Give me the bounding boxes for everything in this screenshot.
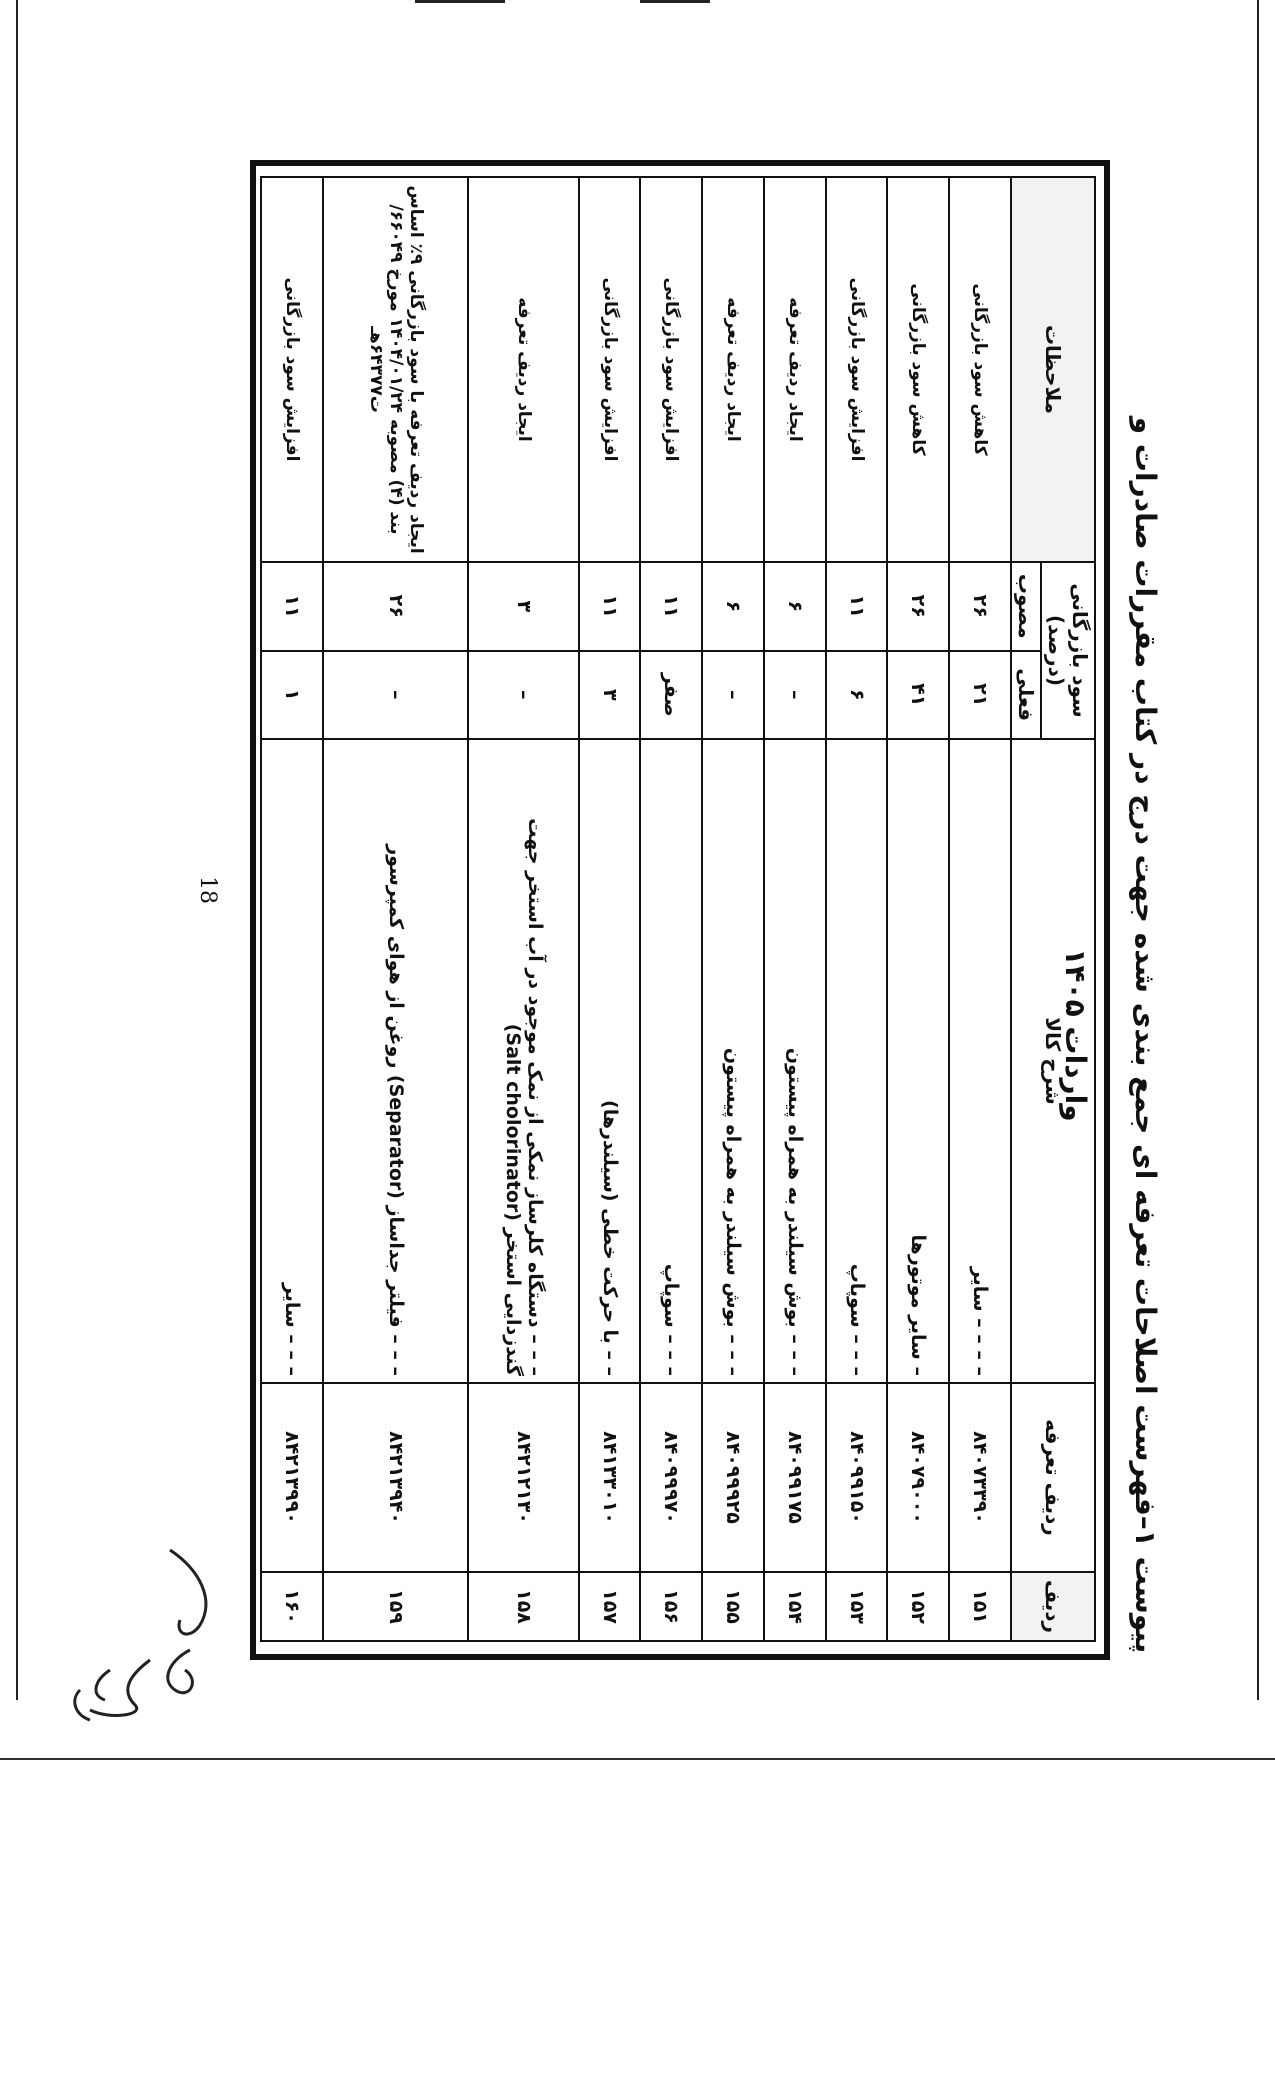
approved-rate: ۲۶ [949,562,1011,651]
item-description: – – – بوش سیلندر به همراه پیستون [702,739,764,1383]
row-number: ۱۵۱ [949,1572,1011,1641]
notes-cell: افزایش سود بازرگانی [826,177,888,562]
right-border-rule [1257,0,1259,1700]
approved-rate: ۳ [468,562,578,651]
notes-cell: افزایش سود بازرگانی [641,177,703,562]
table-row [826,177,888,1641]
current-rate: – [702,651,764,740]
item-description: – – – سوپاپ [641,739,703,1383]
current-rate: ۴۱ [888,651,950,740]
left-border-rule [16,0,18,1700]
tariff-code: ۸۴۰۷۹۰۰۰ [888,1383,950,1572]
header-approved: مصوب [1011,562,1041,651]
row-number: ۱۵۶ [641,1572,703,1641]
current-rate: ۱ [261,651,323,740]
scan-edge-mark [640,0,710,3]
row-number: ۱۵۸ [468,1572,578,1641]
header-notes: ملاحظات [1011,177,1095,562]
row-number: ۱۵۲ [888,1572,950,1641]
table-row [468,177,578,1641]
tariff-code: ۸۴۲۱۳۹۴۰ [323,1383,469,1572]
header-description: شرح کالا [1011,739,1095,1383]
table-header-row [1041,177,1095,1641]
table-row [702,177,764,1641]
row-number: ۱۶۰ [261,1572,323,1641]
tariff-code: ۸۴۰۹۹۹۷۰ [641,1383,703,1572]
row-number: ۱۵۹ [323,1572,469,1641]
notes-cell: ایجاد ردیف تعرفه [702,177,764,562]
current-rate: – [764,651,826,740]
item-description: – – با حرکت خطی (سیلندرها) [579,739,641,1383]
tariff-code: ۸۴۲۱۳۹۹۰ [261,1383,323,1572]
tariff-code: ۸۴۰۹۹۱۷۵ [764,1383,826,1572]
table-row [888,177,950,1641]
approved-rate: ۱۱ [826,562,888,651]
approved-rate: ۶ [764,562,826,651]
tariff-code: ۸۴۰۹۹۹۲۵ [702,1383,764,1572]
handwritten-signature-icon [50,1540,230,1730]
current-rate: صفر [641,651,703,740]
header-tariff: ردیف تعرفه [1011,1383,1095,1572]
approved-rate: ۱۱ [261,562,323,651]
item-description: – – – فیلتر جداساز (Separator) روغن از هوای کمپرسور [323,739,469,1383]
rotated-page [180,160,1180,1660]
table-row [579,177,641,1641]
table-row [764,177,826,1641]
current-rate: – [323,651,469,740]
approved-rate: ۶ [702,562,764,651]
item-description: – سایر موتورها [888,739,950,1383]
notes-cell: افزایش سود بازرگانی [579,177,641,562]
header-profit-group: سود بازرگانی (درصد) [1041,562,1095,739]
approved-rate: ۲۶ [323,562,469,651]
current-rate: ۳ [579,651,641,740]
row-number: ۱۵۵ [702,1572,764,1641]
table-row [261,177,323,1641]
page-number: 18 [195,876,220,904]
notes-cell: ایجاد ردیف تعرفه با سود بازرگانی ۹٪ اساس بند (۴) مصوبه ۱۴۰۴/۰۱/۲۴ مورخ ۶۶۰۴۹/ت۶۴۳۷۷هـ [323,177,469,562]
notes-cell: کاهش سود بازرگانی [888,177,950,562]
tariff-code: ۸۴۱۳۳۰۱۰ [579,1383,641,1572]
row-number: ۱۵۳ [826,1572,888,1641]
item-description: – – – سوپاپ [826,739,888,1383]
item-description: – – – – سایر [949,739,1011,1383]
current-rate: ۲۱ [949,651,1011,740]
tariff-table [260,176,1096,1642]
sheet-bottom-edge [0,1758,1275,1760]
notes-cell: ایجاد ردیف تعرفه [468,177,578,562]
table-row [949,177,1011,1641]
item-description: – – – دستگاه کلرساز نمکی از نمک موجود در آب استخر جهت گندزدایی استخر (Salt cholorinator) [468,739,578,1383]
table-row [323,177,469,1641]
tariff-code: ۸۴۲۱۲۱۳۰ [468,1383,578,1572]
notes-cell: ایجاد ردیف تعرفه [764,177,826,562]
current-rate: ۶ [826,651,888,740]
table-row [641,177,703,1641]
approved-rate: ۲۶ [888,562,950,651]
notes-cell: افزایش سود بازرگانی [261,177,323,562]
notes-cell: کاهش سود بازرگانی [949,177,1011,562]
current-rate: – [468,651,578,740]
header-current: فعلی [1011,651,1041,740]
row-number: ۱۵۷ [579,1572,641,1641]
header-row-number: ردیف [1011,1572,1095,1641]
tariff-code: ۸۴۰۹۹۱۵۰ [826,1383,888,1572]
scan-edge-mark [415,0,505,3]
item-description: – – – سایر [261,739,323,1383]
document-title: پیوست ۱–فهرست اصلاحات تعرفه ای جمع بندی شده جهت درج در کتاب مقررات صادرات و واردات ۱۴۰۵ [1059,416,1162,1654]
approved-rate: ۱۱ [641,562,703,651]
row-number: ۱۵۴ [764,1572,826,1641]
tariff-code: ۸۴۰۷۳۳۹۰ [949,1383,1011,1572]
item-description: – – – بوش سیلندر به همراه پیستون [764,739,826,1383]
approved-rate: ۱۱ [579,562,641,651]
